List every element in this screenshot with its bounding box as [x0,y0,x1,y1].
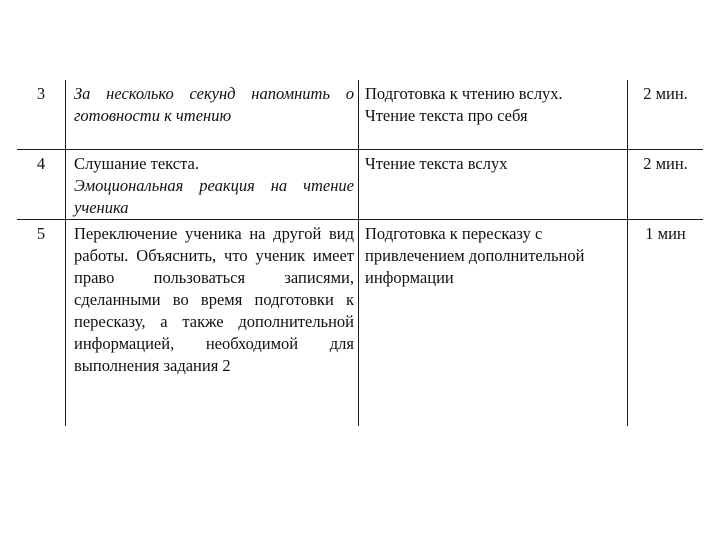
row-number: 3 [17,80,66,150]
teacher-action-cell [66,220,359,427]
teacher-action-text: За несколько секунд напомнить о готовности к чтению [74,84,354,125]
time-value: 2 мин. [628,80,704,150]
teacher-action-text: Переключение ученика на другой вид работы. Объяснить, что ученик имеет право пользоваться записями, сделанными во время подготовки к пересказу, а также дополнительной информацией, необходимой для выполнения задания 2 [74,224,354,375]
student-action-line: Чтение текста вслух [365,154,508,173]
time-value: 1 мин [628,220,704,427]
lesson-plan-table [17,80,703,426]
teacher-action-text: Слушание текста. [74,154,199,173]
student-action-cell [359,80,628,150]
student-action-cell [359,150,628,220]
student-action-line: Чтение текста про себя [365,106,528,125]
row-number: 5 [17,220,66,427]
table-row [17,80,703,150]
teacher-action-text-italic: Эмоциональная реакция на чтение ученика [74,176,354,217]
student-action-line: Подготовка к чтению вслух. [365,84,563,103]
student-action-cell [359,220,628,427]
student-action-line: Подготовка к пересказу с привлечением дополнительной информации [365,224,585,287]
row-number: 4 [17,150,66,220]
teacher-action-cell [66,80,359,150]
table-row [17,150,703,220]
time-value: 2 мин. [628,150,704,220]
table-row [17,220,703,427]
teacher-action-cell [66,150,359,220]
